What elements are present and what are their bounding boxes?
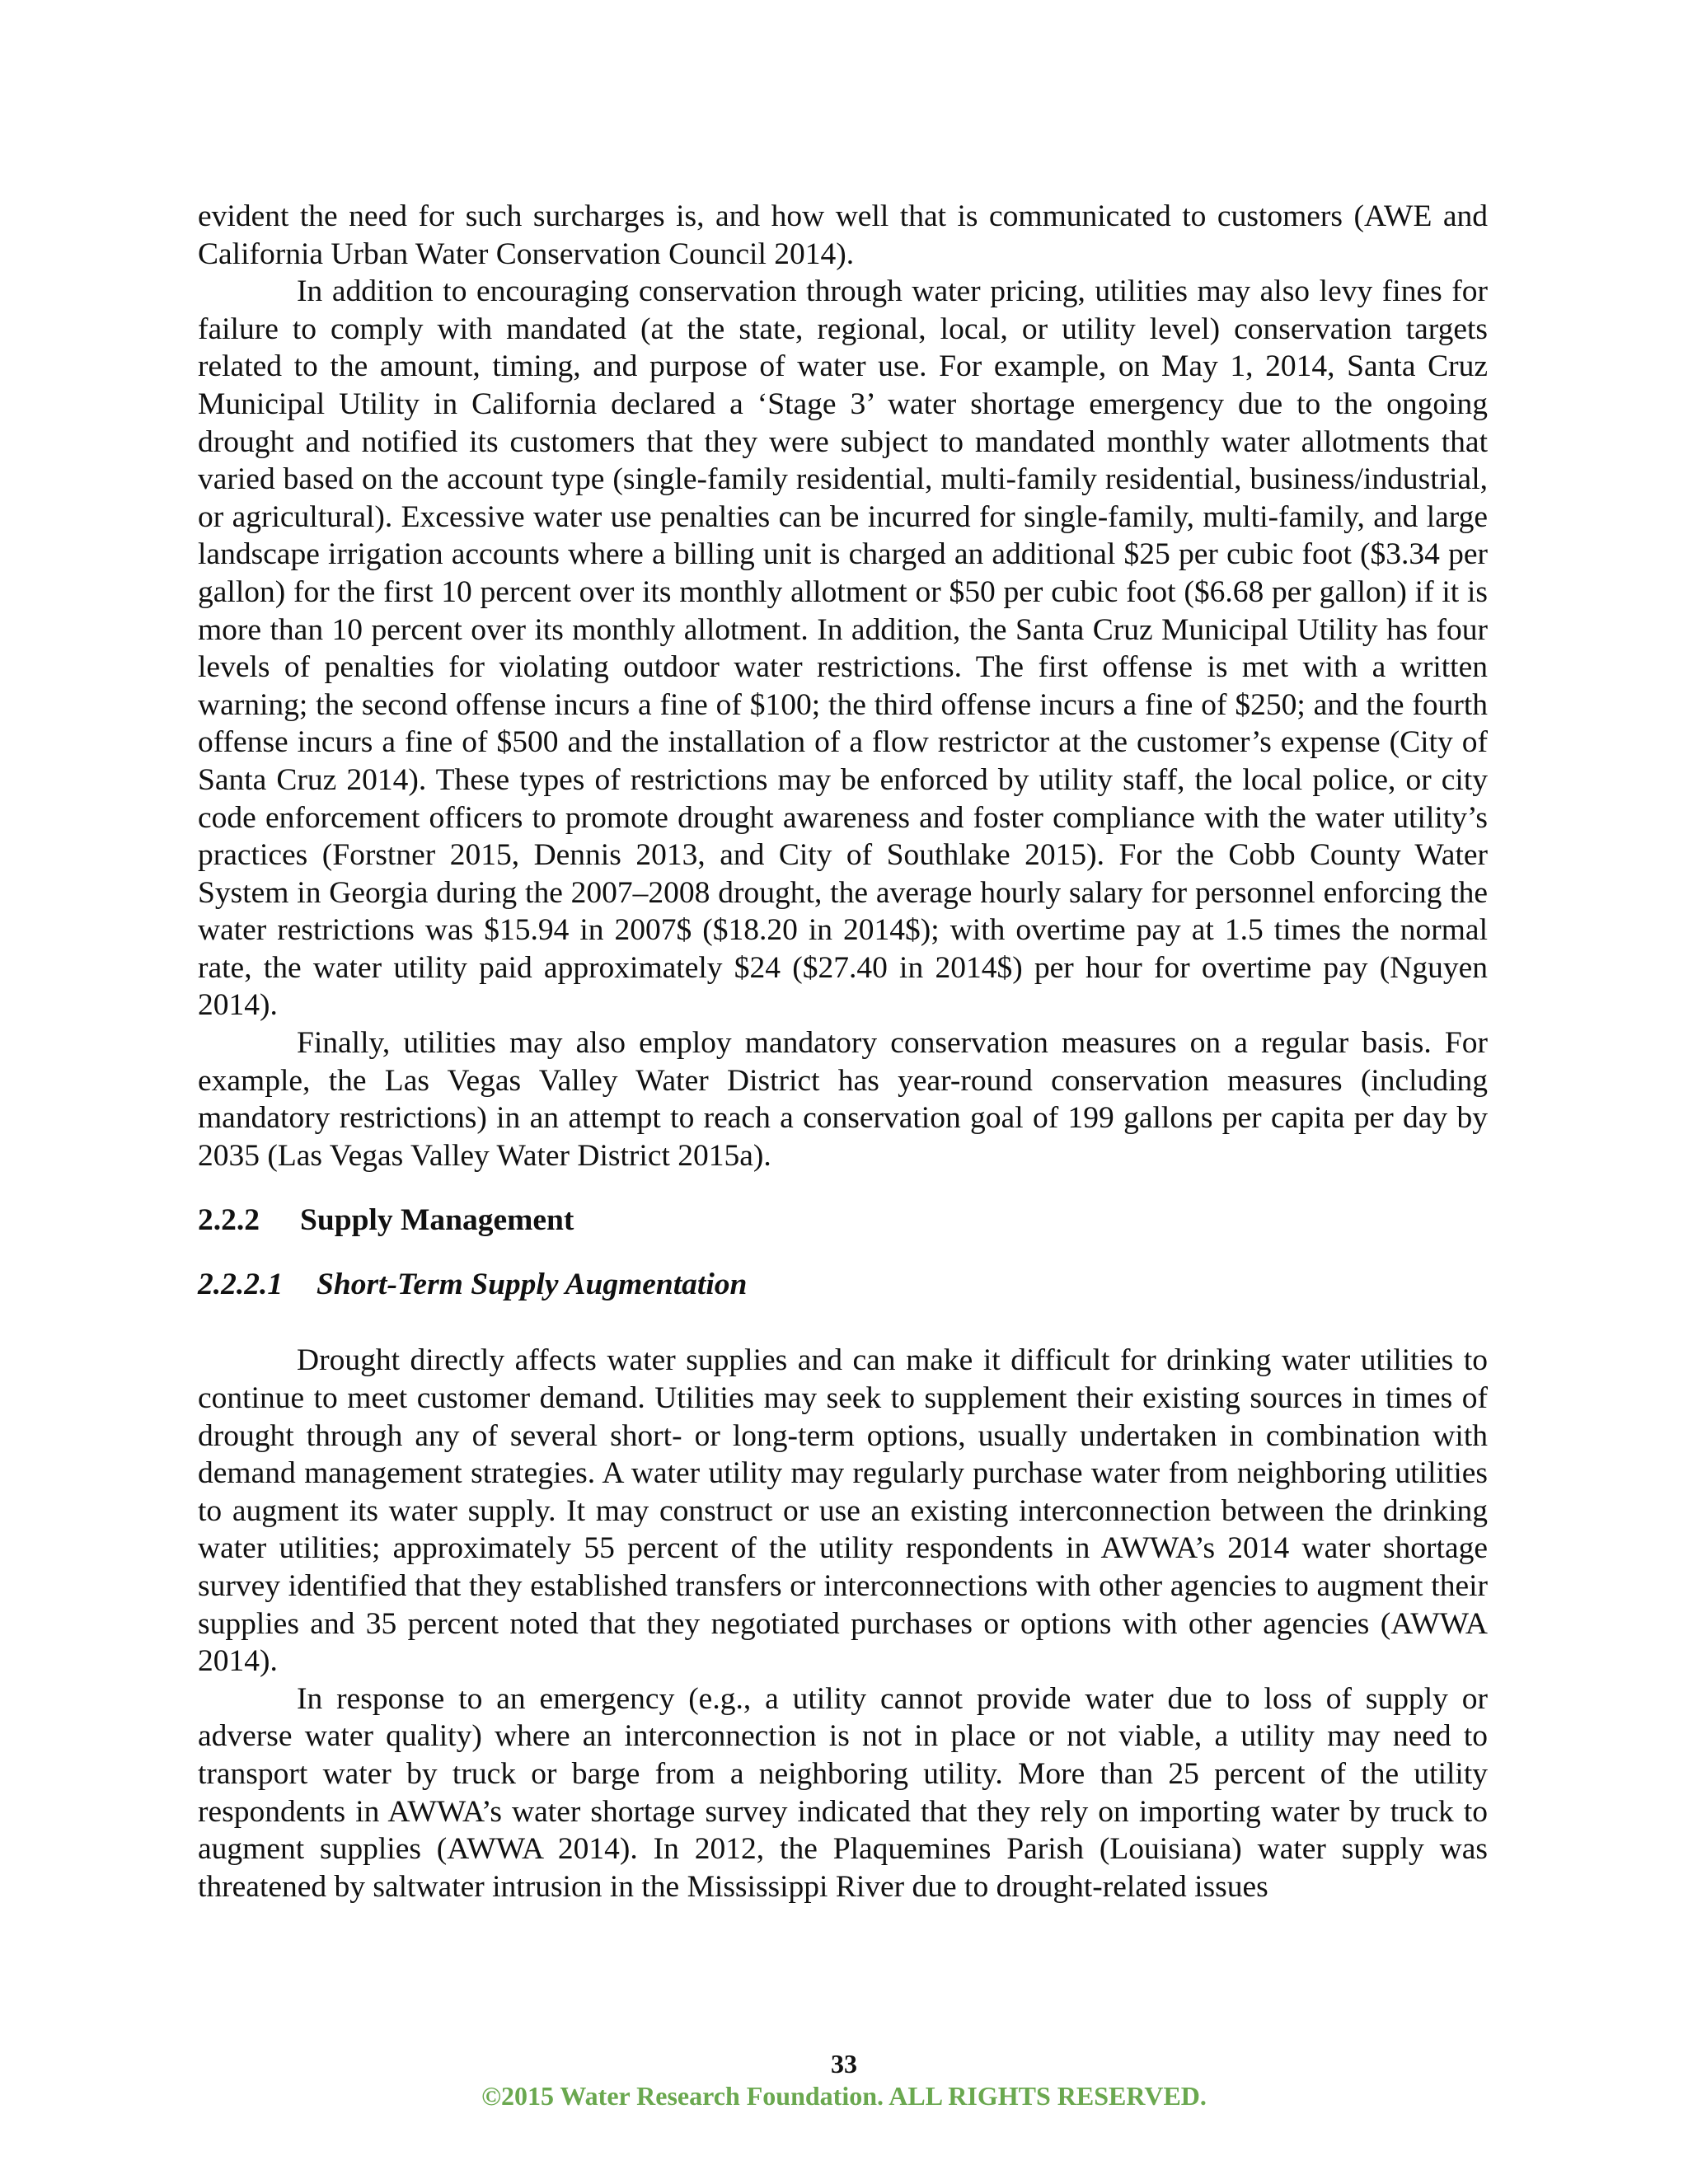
paragraph-emergency-transport: In response to an emergency (e.g., a utility cannot provide water due to loss of supply or adverse water quality) where an interconnection is not in place or not viable, a utility may need to transport water by truck or barge from a neighboring utility. More than 25 percent of the utility respondents in AWWA’s water shortage survey indicated that they rely on importing water by truck to augment supplies (AWWA 2014). In 2012, the Plaquemines Parish (Louisiana) water supply was threatened by saltwater intrusion in the Mississippi River due to drought-related issues [198, 1681, 1488, 1904]
paragraph-surcharges-continued: evident the need for such surcharges is, and how well that is communicated to customers (AWE and California Urban Water Conservation Council 2014). [198, 199, 1488, 271]
document-body [198, 198, 1488, 1905]
copyright-notice: ©2015 Water Research Foundation. ALL RIGHTS RESERVED. [481, 2081, 1207, 2111]
section-heading-supply-management [198, 1202, 1488, 1239]
subsection-title: Short-Term Supply Augmentation [316, 1268, 748, 1302]
section-title: Supply Management [300, 1203, 574, 1238]
page-number: 33 [831, 2049, 857, 2079]
section-number: 2.2.2 [198, 1203, 260, 1238]
subsection-heading-short-term-supply [198, 1266, 1488, 1303]
paragraph-mandatory-conservation: Finally, utilities may also employ mandatory conservation measures on a regular basis. For example, the Las Vegas Valley Water District has year-round conservation measures (including mandatory restrictions) in an attempt to reach a conservation goal of 199 gallons per capita per day by 2035 (Las Vegas Valley Water District 2015a). [198, 1026, 1488, 1173]
paragraph-fines: In addition to encouraging conservation through water pricing, utilities may also levy fines for failure to comply with mandated (at the state, regional, local, or utility level) conservation targets related to the amount, timing, and purpose of water use. For example, on May 1, 2014, Santa Cruz Municipal Utility in California declared a ‘Stage 3’ water shortage emergency due to the ongoing drought and notified its customers that they were subject to mandated monthly water allotments that varied based on the account type (single-family residential, multi-family residential, business/industrial, or agricultural). Excessive water use penalties can be incurred for single-family, multi-family, and large landscape irrigation accounts where a billing unit is charged an additional $25 per cubic foot ($3.34 per gallon) for the first 10 percent over its monthly allotment or $50 per cubic foot ($6.68 per gallon) if it is more than 10 percent over its monthly allotment. In addition, the Santa Cruz Municipal Utility has four levels of penalties for violating outdoor water restrictions. The first offense is met with a written warning; the second offense incurs a fine of $100; the third offense incurs a fine of $250; and the fourth offense incurs a fine of $500 and the installation of a flow restrictor at the customer’s expense (City of Santa Cruz 2014). These types of restrictions may be enforced by utility staff, the local police, or city code enforcement officers to promote drought awareness and foster compliance with the water utility’s practices (Forstner 2015, Dennis 2013, and City of Southlake 2015). For the Cobb County Water System in Georgia during the 2007–2008 drought, the average hourly salary for personnel enforcing the water restrictions was $15.94 in 2007$ ($18.20 in 2014$); with overtime pay at 1.5 times the normal rate, the water utility paid approximately $24 ($27.40 in 2014$) per hour for overtime pay (Nguyen 2014). [198, 274, 1488, 1023]
paragraph-drought-supplies: Drought directly affects water supplies and can make it difficult for drinking water utilities to continue to meet customer demand. Utilities may seek to supplement their existing sources in times of drought through any of several short- or long-term options, usually undertaken in combination with demand management strategies. A water utility may regularly purchase water from neighboring utilities to augment its water supply. It may construct or use an existing interconnection between the drinking water utilities; approximately 55 percent of the utility respondents in AWWA’s 2014 water shortage survey identified that they established transfers or interconnections with other agencies to augment their supplies and 35 percent noted that they negotiated purchases or options with other agencies (AWWA 2014). [198, 1343, 1488, 1679]
subsection-number: 2.2.2.1 [198, 1268, 284, 1302]
